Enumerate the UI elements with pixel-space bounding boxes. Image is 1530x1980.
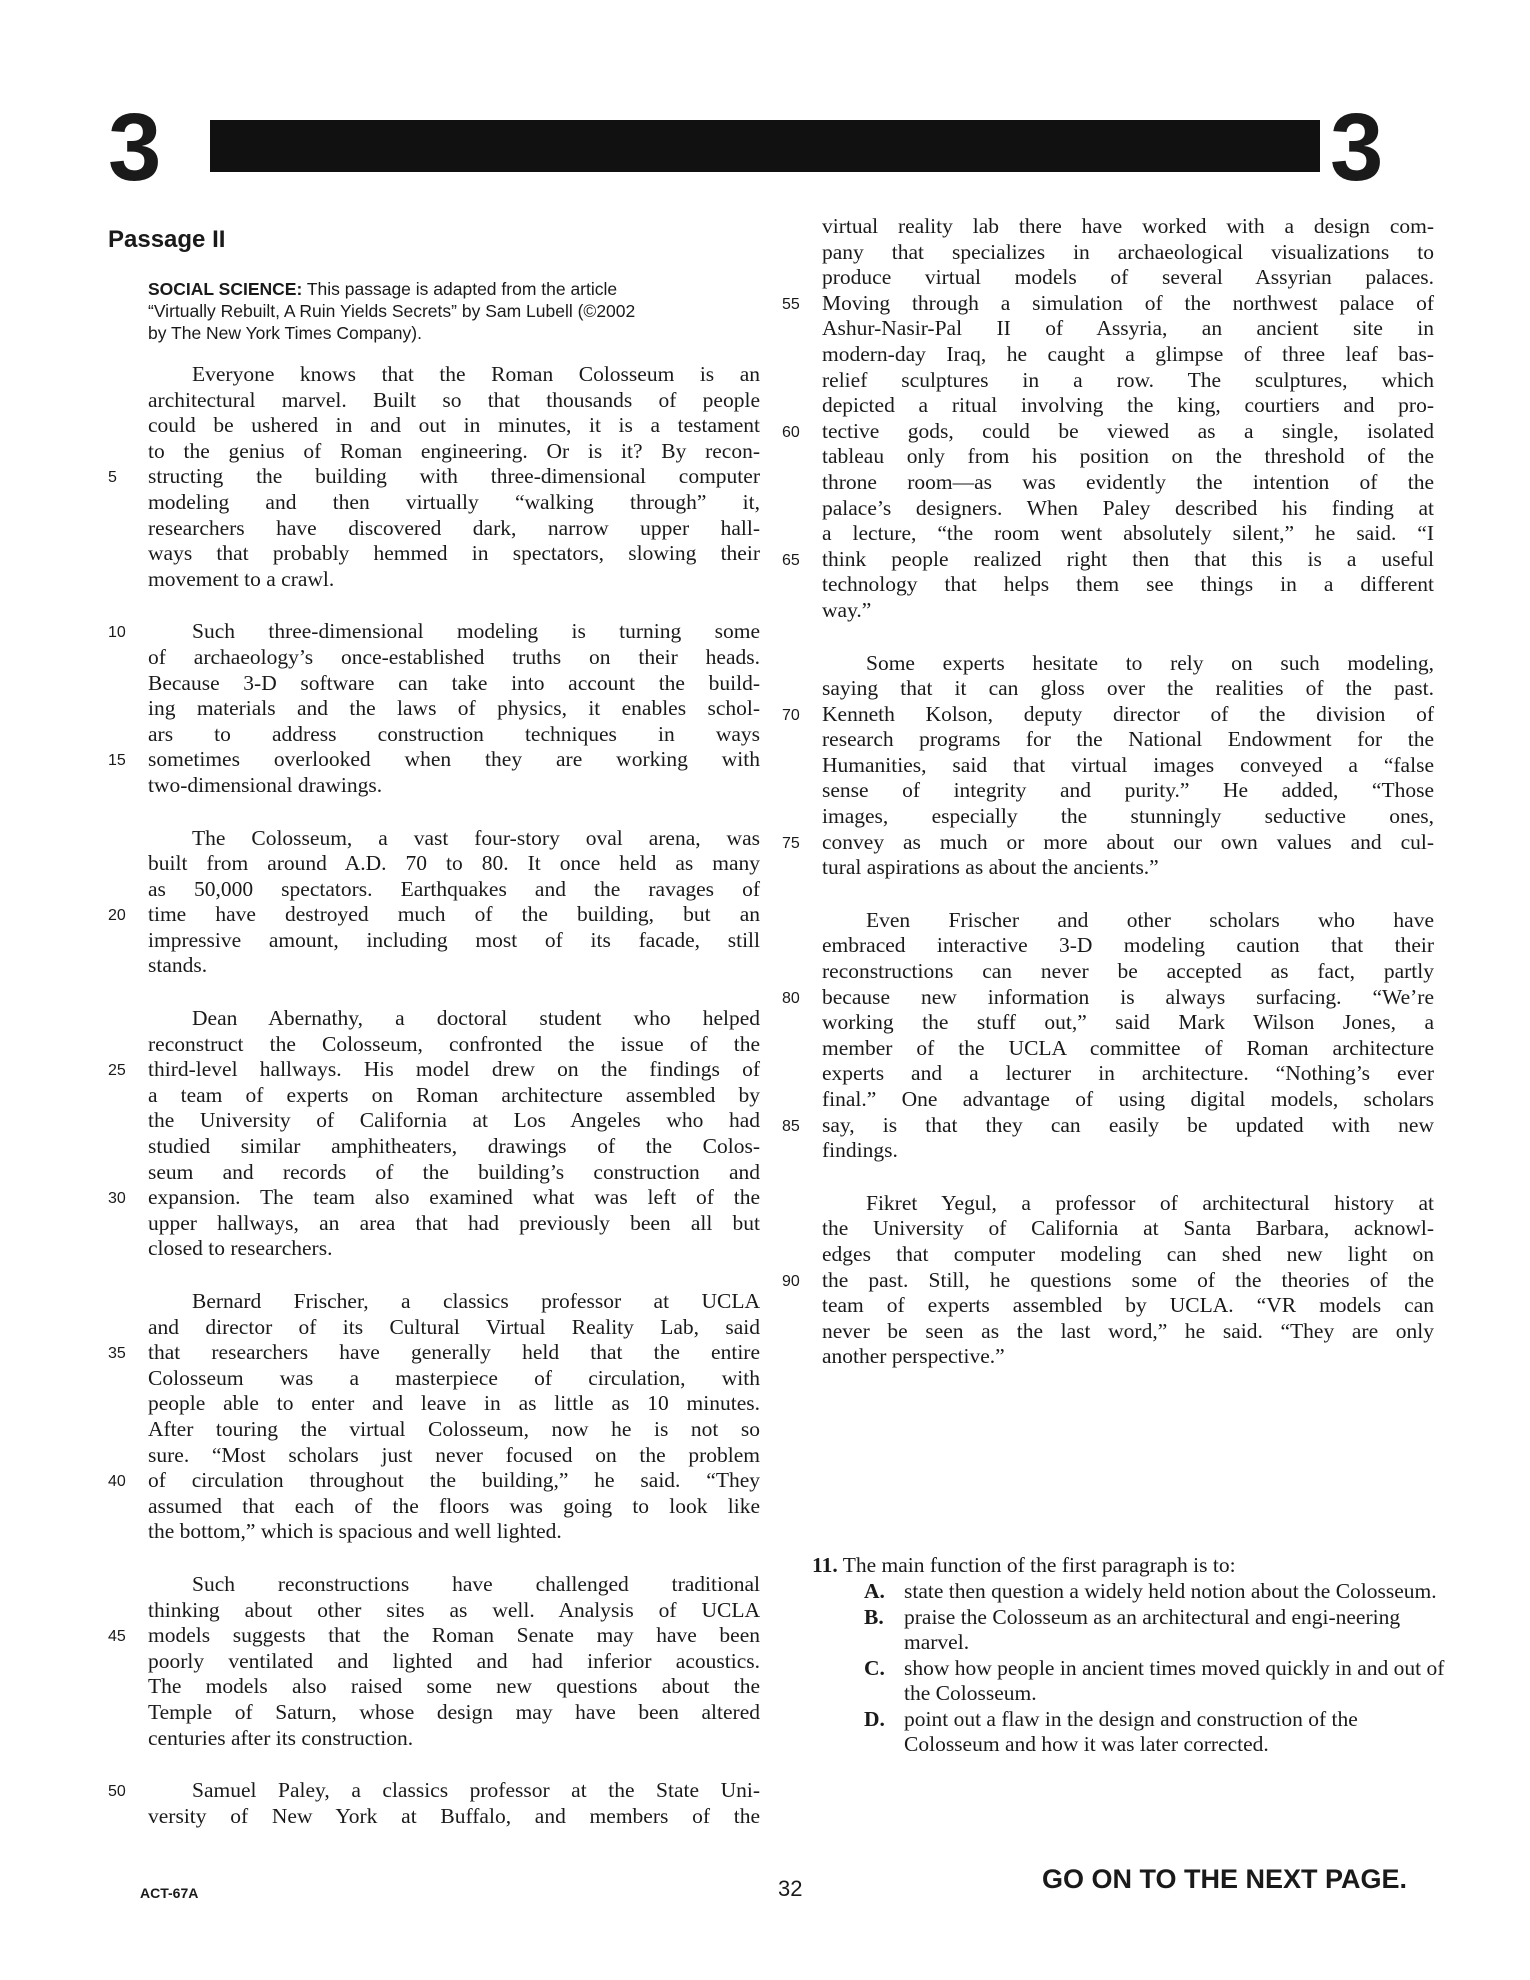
passage-line [148, 645, 760, 671]
question-11 [812, 1552, 1452, 1757]
line-number: 20 [108, 907, 126, 925]
passage-line-text: studied similar amphitheaters, drawings of the Colos- [148, 1134, 760, 1159]
passage-paragraph [108, 1778, 760, 1829]
passage-line [822, 1010, 1434, 1036]
passage-line [782, 418, 1434, 445]
passage-paragraph [108, 362, 760, 592]
passage-line-text: Such three-dimensional modeling is turning some [192, 619, 760, 644]
passage-line-text: the bottom,” which is spacious and well lighted. [148, 1519, 562, 1544]
passage-line [148, 1391, 760, 1417]
line-number: 15 [108, 752, 126, 770]
passage-line [822, 214, 1434, 240]
passage-line-text: Everyone knows that the Roman Colosseum is an [192, 362, 760, 386]
passage-line-text: tableau only from his position on the threshold of the [822, 444, 1434, 469]
passage-line [822, 1138, 1434, 1164]
passage-line-text: Some experts hesitate to rely on such modeling, [866, 650, 1434, 675]
passage-line-text: of circulation throughout the building,” he said. “They [148, 1468, 760, 1493]
passage-column-left [108, 362, 760, 1856]
passage-line [108, 1623, 760, 1649]
option-letter: A. [864, 1579, 885, 1603]
option-letter: C. [864, 1656, 885, 1680]
section-header-bar [210, 120, 1320, 172]
passage-line-text: convey as much or more about our own values and cul- [822, 829, 1434, 854]
passage-paragraph [782, 907, 1434, 1164]
line-number: 80 [782, 989, 800, 1007]
passage-line [822, 240, 1434, 266]
source-line: This passage is adapted from the article [302, 279, 618, 299]
passage-line-text: the University of California at Santa Barbara, acknowl- [822, 1216, 1434, 1241]
passage-line-text: Samuel Paley, a classics professor at the State Uni- [192, 1778, 760, 1803]
passage-line-text: Such reconstructions have challenged traditional [192, 1571, 760, 1596]
passage-line-text: Because 3-D software can take into account the build- [148, 670, 760, 695]
passage-line-text: Moving through a simulation of the northwest palace of [822, 290, 1434, 315]
passage-paragraph [108, 1289, 760, 1545]
passage-line-text: tective gods, could be viewed as a single, isolated [822, 418, 1434, 443]
question-text: The main function of the first paragraph is to: [842, 1553, 1236, 1577]
passage-line-text: sometimes overlooked when they are working with [148, 747, 760, 772]
passage-line-text: impressive amount, including most of its facade, still [148, 927, 760, 952]
question-stem [812, 1552, 1452, 1578]
answer-option-a[interactable] [812, 1579, 1452, 1604]
passage-line [148, 928, 760, 954]
passage-line-text: poorly ventilated and lighted and had inferior acoustics. [148, 1648, 760, 1673]
passage-line-text: findings. [822, 1138, 898, 1163]
passage-line [148, 516, 760, 542]
passage-line [822, 855, 1434, 881]
passage-line [822, 1319, 1434, 1345]
passage-line [148, 1700, 760, 1726]
passage-line [108, 1468, 760, 1494]
passage-line-text: the past. Still, he questions some of the theories of the [822, 1267, 1434, 1292]
passage-line [148, 1236, 760, 1262]
answer-option-b[interactable] [812, 1605, 1452, 1655]
passage-line-text: Humanities, said that virtual images conveyed a “false [822, 752, 1434, 777]
line-number: 5 [108, 469, 117, 487]
passage-line [822, 1061, 1434, 1087]
passage-line-text: Dean Abernathy, a doctoral student who helped [192, 1006, 760, 1031]
passage-line [148, 1804, 760, 1830]
passage-line-text: as 50,000 spectators. Earthquakes and the ravages of [148, 876, 760, 901]
passage-line-text: produce virtual models of several Assyrian palaces. [822, 265, 1434, 290]
passage-line [108, 1185, 760, 1211]
answer-option-d[interactable] [812, 1707, 1452, 1757]
passage-line-text: and director of its Cultural Virtual Reality Lab, said [148, 1314, 760, 1339]
passage-line [148, 439, 760, 465]
passage-line-text: member of the UCLA committee of Roman architecture [822, 1035, 1434, 1060]
passage-line [822, 908, 1434, 934]
passage-line [782, 1267, 1434, 1294]
passage-line [148, 362, 760, 388]
passage-line [148, 826, 760, 852]
passage-line [782, 701, 1434, 728]
passage-line-text: because new information is always surfacing. “We’re [822, 984, 1434, 1009]
passage-line-text: Kenneth Kolson, deputy director of the division of [822, 701, 1434, 726]
passage-line [108, 1340, 760, 1366]
line-number: 10 [108, 624, 126, 642]
passage-line-text: depicted a ritual involving the king, courtiers and pro- [822, 393, 1434, 418]
passage-line [148, 773, 760, 799]
passage-line-text: thinking about other sites as well. Analysis of UCLA [148, 1597, 760, 1622]
line-number: 70 [782, 706, 800, 724]
passage-line [148, 567, 760, 593]
passage-paragraph [782, 650, 1434, 881]
line-number: 50 [108, 1783, 126, 1801]
passage-line [148, 1726, 760, 1752]
passage-line-text: two-dimensional drawings. [148, 772, 383, 797]
passage-line [148, 1160, 760, 1186]
passage-line-text: experts and a lecturer in architecture. “Nothing’s ever [822, 1061, 1434, 1086]
passage-line-text: modeling and then virtually “walking through” it, [148, 489, 760, 514]
passage-line [822, 444, 1434, 470]
passage-line [148, 413, 760, 439]
passage-line-text: working the stuff out,” said Mark Wilson Jones, a [822, 1010, 1434, 1035]
passage-line [822, 933, 1434, 959]
passage-line-text: ways that probably hemmed in spectators, slowing their [148, 541, 760, 566]
passage-line-text: throne room—as was evidently the intention of the [822, 469, 1434, 494]
line-number: 75 [782, 834, 800, 852]
passage-line-text: Ashur-Nasir-Pal II of Assyria, an ancient site in [822, 316, 1434, 341]
line-number: 65 [782, 551, 800, 569]
passage-line [148, 541, 760, 567]
passage-line [782, 546, 1434, 573]
passage-line-text: seum and records of the building’s construction and [148, 1159, 760, 1184]
passage-line [822, 470, 1434, 496]
passage-line-text: palace’s designers. When Paley described his finding at [822, 495, 1434, 520]
passage-line [148, 696, 760, 722]
passage-line-text: virtual reality lab there have worked with a design com- [822, 214, 1434, 238]
passage-line-text: architectural marvel. Built so that thousands of people [148, 387, 760, 412]
line-number: 60 [782, 423, 800, 441]
passage-line [822, 1293, 1434, 1319]
passage-line-text: The models also raised some new questions about the [148, 1674, 760, 1699]
passage-line [148, 671, 760, 697]
passage-line [822, 1242, 1434, 1268]
passage-line-text: could be ushered in and out in minutes, it is a testament [148, 413, 760, 438]
passage-line [148, 1417, 760, 1443]
passage-line [782, 1112, 1434, 1139]
passage-paragraph [108, 825, 760, 980]
passage-line [822, 753, 1434, 779]
passage-line-text: movement to a crawl. [148, 566, 335, 591]
passage-line [148, 1494, 760, 1520]
passage-line [822, 959, 1434, 985]
passage-line-text: team of experts assembled by UCLA. “VR models can [822, 1293, 1434, 1318]
section-number-right: 3 [1330, 94, 1384, 201]
page-number: 32 [778, 1876, 803, 1901]
passage-line-text: built from around A.D. 70 to 80. It once held as many [148, 851, 760, 876]
passage-line [822, 496, 1434, 522]
passage-line-text: ars to address construction techniques in ways [148, 721, 760, 746]
passage-line [148, 1289, 760, 1315]
line-number: 90 [782, 1272, 800, 1290]
passage-line-text: time have destroyed much of the building, but an [148, 902, 760, 927]
passage-line-text: sure. “Most scholars just never focused on the problem [148, 1442, 760, 1467]
line-number: 35 [108, 1345, 126, 1363]
passage-line [822, 316, 1434, 342]
passage-line-text: think people realized right then that this is a useful [822, 546, 1434, 571]
passage-line [148, 1134, 760, 1160]
passage-label: Passage II [108, 226, 226, 253]
option-text: praise the Colosseum as an architectural and engi-neering marvel. [904, 1605, 1401, 1654]
passage-line [148, 1674, 760, 1700]
passage-line-text: modern-day Iraq, he caught a glimpse of three leaf bas- [822, 341, 1434, 366]
option-letter: B. [864, 1605, 884, 1629]
passage-line [148, 1006, 760, 1032]
passage-line-text: researchers have discovered dark, narrow upper hall- [148, 515, 760, 540]
passage-line [822, 1087, 1434, 1113]
passage-line [148, 1572, 760, 1598]
passage-line-text: final.” One advantage of using digital models, scholars [822, 1087, 1434, 1111]
line-number: 25 [108, 1062, 126, 1080]
passage-line-text: structing the building with three-dimensional computer [148, 464, 760, 489]
passage-line [822, 651, 1434, 677]
passage-column-right [782, 214, 1434, 1397]
passage-line-text: relief sculptures in a row. The sculptures, which [822, 367, 1434, 392]
passage-line-text: embraced interactive 3-D modeling caution that their [822, 933, 1434, 958]
passage-line [822, 521, 1434, 547]
passage-line [148, 1366, 760, 1392]
passage-source-note [148, 278, 760, 344]
answer-option-c[interactable] [812, 1656, 1452, 1706]
passage-line [148, 1032, 760, 1058]
source-category: SOCIAL SCIENCE: [148, 279, 303, 299]
passage-line [108, 1778, 760, 1804]
passage-line-text: research programs for the National Endowment for the [822, 727, 1434, 752]
passage-line [782, 984, 1434, 1011]
passage-line [148, 1083, 760, 1109]
passage-line-text: saying that it can gloss over the realities of the past. [822, 676, 1434, 701]
passage-line-text: The Colosseum, a vast four-story oval arena, was [192, 825, 760, 850]
passage-line [108, 464, 760, 490]
passage-line-text: Colosseum was a masterpiece of circulation, with [148, 1365, 760, 1390]
passage-line-text: tural aspirations as about the ancients.” [822, 855, 1159, 880]
passage-line [822, 1344, 1434, 1370]
passage-line [822, 676, 1434, 702]
passage-line-text: centuries after its construction. [148, 1725, 414, 1750]
line-number: 40 [108, 1473, 126, 1491]
passage-line [148, 1519, 760, 1545]
option-text: state then question a widely held notion about the Colosseum. [904, 1579, 1437, 1603]
passage-line [148, 953, 760, 979]
passage-line-text: a lecture, “the room went absolutely silent,” he said. “I [822, 521, 1434, 546]
passage-line-text: say, is that they can easily be updated with new [822, 1112, 1434, 1137]
line-number: 45 [108, 1628, 126, 1646]
passage-line-text: a team of experts on Roman architecture assembled by [148, 1082, 760, 1107]
passage-line [148, 877, 760, 903]
passage-line [108, 619, 760, 645]
passage-line-text: pany that specializes in archaeological visualizations to [822, 239, 1434, 264]
passage-line-text: sense of integrity and purity.” He added, “Those [822, 778, 1434, 803]
passage-paragraph [782, 214, 1434, 624]
passage-line-text: third-level hallways. His model drew on the findings of [148, 1057, 760, 1082]
passage-line-text: After touring the virtual Colosseum, now he is not so [148, 1416, 760, 1441]
source-line: by The New York Times Company). [148, 323, 422, 343]
passage-line [148, 851, 760, 877]
passage-line-text: people able to enter and leave in as little as 10 minutes. [148, 1391, 760, 1416]
passage-line-text: reconstructions can never be accepted as fact, partly [822, 959, 1434, 984]
passage-line [148, 490, 760, 516]
passage-line-text: closed to researchers. [148, 1236, 333, 1261]
form-code: ACT-67A [140, 1885, 199, 1901]
passage-line [108, 902, 760, 928]
passage-line [822, 778, 1434, 804]
passage-line [148, 1211, 760, 1237]
passage-line-text: assumed that each of the floors was going to look like [148, 1493, 760, 1518]
passage-paragraph [108, 619, 760, 798]
line-number: 30 [108, 1190, 126, 1208]
passage-line [822, 265, 1434, 291]
passage-line-text: technology that helps them see things in a different [822, 572, 1434, 597]
passage-line-text: the University of California at Los Angeles who had [148, 1108, 760, 1133]
passage-line [148, 1108, 760, 1134]
passage-line-text: that researchers have generally held that the entire [148, 1340, 760, 1365]
question-number: 11. [812, 1553, 838, 1577]
option-text: show how people in ancient times moved quickly in and out of the Colosseum. [904, 1656, 1445, 1705]
passage-line [148, 1598, 760, 1624]
line-number: 85 [782, 1117, 800, 1135]
section-number-left: 3 [108, 94, 162, 201]
passage-line [822, 342, 1434, 368]
passage-line-text: stands. [148, 953, 208, 978]
passage-line [822, 1191, 1434, 1217]
passage-line-text: way.” [822, 597, 872, 622]
passage-line-text: Temple of Saturn, whose design may have been altered [148, 1699, 760, 1724]
passage-line-text: of archaeology’s once-established truths on their heads. [148, 644, 760, 669]
passage-line [822, 572, 1434, 598]
passage-line [148, 388, 760, 414]
passage-line [148, 1649, 760, 1675]
passage-line-text: another perspective.” [822, 1344, 1005, 1369]
passage-line [148, 1443, 760, 1469]
passage-line [782, 290, 1434, 317]
source-line: “Virtually Rebuilt, A Ruin Yields Secrets” by Sam Lubell (©2002 [148, 301, 636, 321]
passage-line-text: reconstruct the Colosseum, confronted the issue of the [148, 1031, 760, 1056]
passage-line [148, 1315, 760, 1341]
passage-line-text: to the genius of Roman engineering. Or is it? By recon- [148, 438, 760, 463]
passage-line-text: Fikret Yegul, a professor of architectural history at [866, 1190, 1434, 1215]
passage-line [108, 747, 760, 773]
passage-line-text: upper hallways, an area that had previously been all but [148, 1210, 760, 1235]
passage-line [108, 1057, 760, 1083]
passage-paragraph [108, 1571, 760, 1751]
passage-line [822, 727, 1434, 753]
passage-line-text: ing materials and the laws of physics, it enables schol- [148, 696, 760, 721]
passage-line-text: edges that computer modeling can shed new light on [822, 1241, 1434, 1266]
passage-paragraph [108, 1006, 760, 1262]
passage-line [822, 368, 1434, 394]
passage-line-text: models suggests that the Roman Senate may have been [148, 1623, 760, 1648]
passage-line-text: never be seen as the last word,” he said. “They are only [822, 1318, 1434, 1343]
passage-line [822, 804, 1434, 830]
passage-line-text: expansion. The team also examined what was left of the [148, 1185, 760, 1210]
passage-paragraph [782, 1190, 1434, 1370]
passage-line-text: images, especially the stunningly seductive ones, [822, 804, 1434, 829]
option-letter: D. [864, 1707, 885, 1731]
go-on-next-page-label: GO ON TO THE NEXT PAGE. [1042, 1864, 1408, 1894]
passage-line [822, 598, 1434, 624]
passage-line-text: versity of New York at Buffalo, and members of the [148, 1803, 760, 1828]
passage-line [822, 1036, 1434, 1062]
passage-line [822, 393, 1434, 419]
passage-line-text: Even Frischer and other scholars who have [866, 907, 1434, 932]
passage-line [822, 1216, 1434, 1242]
passage-line-text: Bernard Frischer, a classics professor at UCLA [192, 1289, 760, 1313]
passage-line [148, 722, 760, 748]
passage-line [782, 829, 1434, 856]
option-text: point out a flaw in the design and construction of the Colosseum and how it was later corrected. [904, 1707, 1358, 1756]
line-number: 55 [782, 295, 800, 313]
